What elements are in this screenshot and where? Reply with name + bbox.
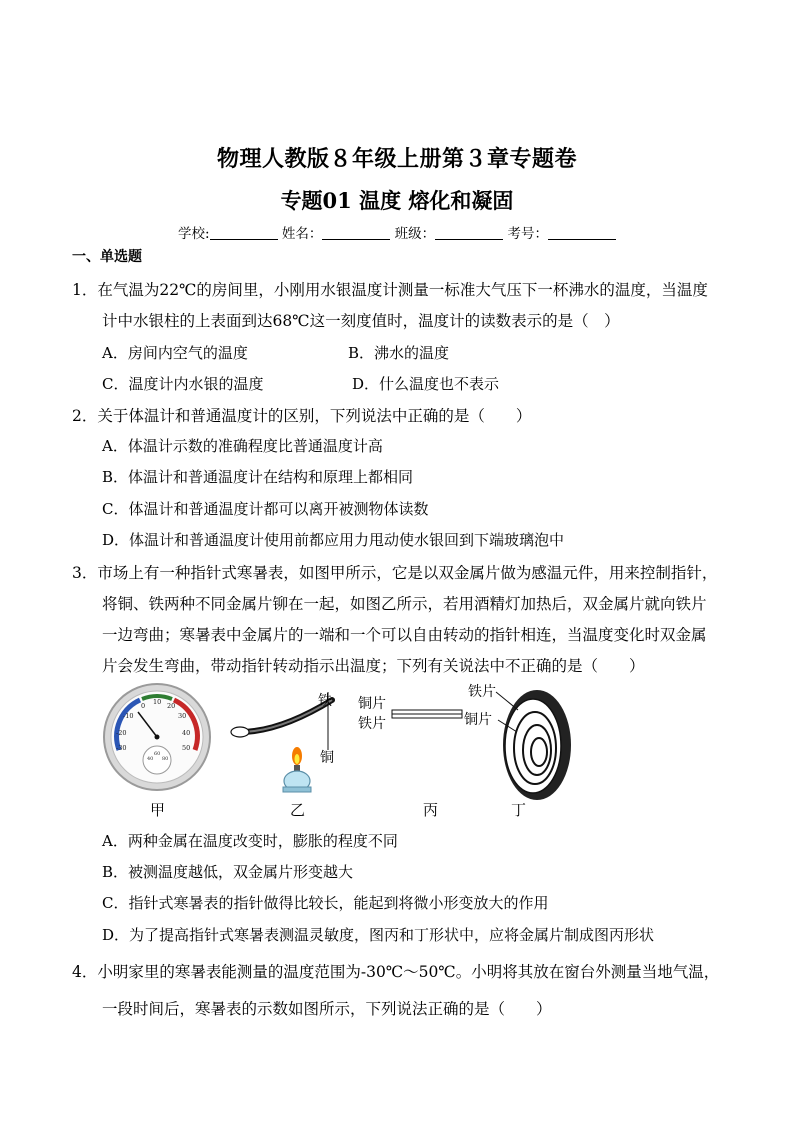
q3-line2: 将铜、铁两种不同金属片铆在一起，如图乙所示，若用酒精灯加热后，双金属片就向铁片 <box>102 595 707 613</box>
page-subtitle: 专题01 温度 熔化和凝固 <box>280 188 514 213</box>
q3-line3: 一边弯曲；寒暑表中金属片的一端和一个可以自由转动的指针相连，当温度变化时双金属 <box>102 626 707 644</box>
q3-option-d[interactable]: D．为了提高指针式寒暑表测温灵敏度，图丙和丁形状中，应将金属片制成图丙形状 <box>102 926 655 944</box>
q3-option-c[interactable]: C．指针式寒暑表的指针做得比较长，能起到将微小形变放大的作用 <box>102 894 549 912</box>
yi-copper-label: 铜 <box>320 750 334 766</box>
q1-line2: 计中水银柱的上表面到达68℃这一刻度值时，温度计的读数表示的是（ ） <box>102 312 620 330</box>
ding-iron-label: 铁片 <box>468 684 496 700</box>
dial-label: 50 <box>182 744 191 752</box>
q1-option-d[interactable]: D．什么温度也不表示 <box>352 375 500 393</box>
name-blank[interactable] <box>322 227 390 240</box>
straight-bimetal-strip-icon <box>358 695 462 732</box>
q1-option-c[interactable]: C．温度计内水银的温度 <box>102 375 264 393</box>
school-label: 学校: <box>178 226 210 242</box>
dial-thermometer-icon <box>104 684 210 790</box>
yi-iron-label: 铁 <box>318 693 332 709</box>
q2-option-d[interactable]: D．体温计和普通温度计使用前都应用力甩动使水银回到下端玻璃泡中 <box>102 531 565 549</box>
class-blank[interactable] <box>435 227 503 240</box>
q2-option-a[interactable]: A．体温计示数的准确程度比普通温度计高 <box>102 437 383 455</box>
hygro-label: 80 <box>162 756 169 762</box>
q3-line4: 片会发生弯曲，带动指针转动指示出温度；下列有关说法中不正确的是（ ） <box>102 657 645 675</box>
caption-bing: 丙 <box>423 801 439 819</box>
dial-label: -20 <box>116 729 127 737</box>
hygro-label: 40 <box>147 756 154 762</box>
exam-no-blank[interactable] <box>548 227 616 240</box>
q3-line1: 3．市场上有一种指针式寒暑表，如图甲所示，它是以双金属片做为感温元件，用来控制指针， <box>72 564 718 582</box>
q1-option-b[interactable]: B．沸水的温度 <box>348 344 450 362</box>
bing-copper-label: 铜片 <box>358 696 386 712</box>
q2-line1: 2．关于体温计和普通温度计的区别，下列说法中正确的是（ ） <box>72 407 532 425</box>
coiled-bimetal-strip-icon <box>464 683 571 800</box>
q1-option-a[interactable]: A．房间内空气的温度 <box>102 344 248 362</box>
dial-label: -30 <box>116 744 127 752</box>
class-label: 班级： <box>394 226 436 242</box>
name-label: 姓名： <box>281 226 323 242</box>
caption-jia: 甲 <box>150 801 166 819</box>
q2-option-b[interactable]: B．体温计和普通温度计在结构和原理上都相同 <box>102 468 414 486</box>
caption-yi: 乙 <box>290 801 306 819</box>
student-info-row <box>0 222 794 242</box>
school-blank[interactable] <box>210 227 278 240</box>
bing-iron-label: 铁片 <box>358 716 386 732</box>
dial-label: 40 <box>182 729 191 737</box>
dial-label: 20 <box>167 702 176 710</box>
caption-ding: 丁 <box>511 801 527 819</box>
ding-copper-label: 铜片 <box>464 712 492 728</box>
dial-label: 10 <box>153 698 162 706</box>
section-heading: 一、单选题 <box>72 249 142 265</box>
q3-option-a[interactable]: A．两种金属在温度改变时，膨胀的程度不同 <box>102 832 398 850</box>
dial-label: 0 <box>141 702 146 710</box>
dial-label: -10 <box>123 712 134 720</box>
q2-option-c[interactable]: C．体温计和普通温度计都可以离开被测物体读数 <box>102 500 429 518</box>
bimetal-strip-heating-icon <box>231 692 334 792</box>
q3-figure <box>100 680 580 825</box>
page-title: 物理人教版８年级上册第３章专题卷 <box>216 146 577 172</box>
hygro-label: 60 <box>154 751 161 757</box>
exam-no-label: 考号： <box>507 226 548 242</box>
q4-line2: 一段时间后，寒暑表的示数如图所示，下列说法正确的是（ ） <box>102 1000 552 1018</box>
q4-line1: 4．小明家里的寒暑表能测量的温度范围为-30℃～50℃。小明将其放在窗台外测量当地气温， <box>72 963 720 981</box>
q3-option-b[interactable]: B．被测温度越低，双金属片形变越大 <box>102 863 354 881</box>
q1-line1: 1．在气温为22℃的房间里，小刚用水银温度计测量一标准大气压下一杯沸水的温度，当温度 <box>72 281 708 299</box>
dial-label: 30 <box>178 712 187 720</box>
